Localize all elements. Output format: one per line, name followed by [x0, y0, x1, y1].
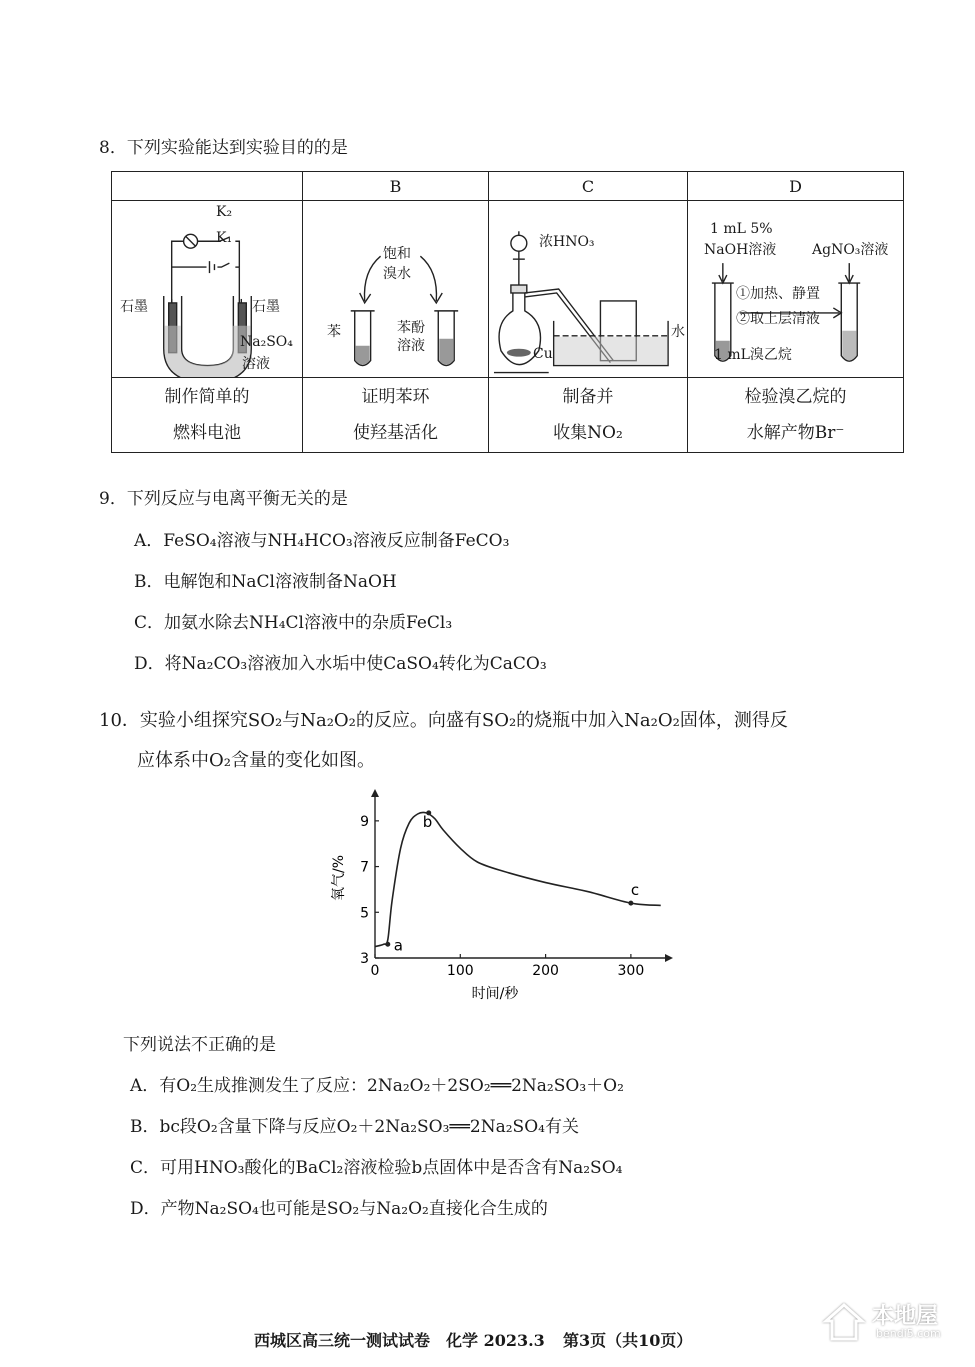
- no2-apparatus-diagram: [489, 201, 687, 377]
- house-logo-icon: [820, 1297, 868, 1345]
- q9-option-c: C．加氨水除去NH₄Cl溶液中的杂质FeCl₃: [134, 613, 453, 633]
- nitric-acid-label: 浓HNO₃: [539, 234, 595, 250]
- watermark-url: bendi5.com: [876, 1327, 941, 1340]
- q10-option-c: C．可用HNO₃酸化的BaCl₂溶液检验b点固体中是否含有Na₂SO₄: [130, 1158, 623, 1178]
- point-c: [628, 901, 633, 906]
- q10-option-b: B．bc段O₂含量下降与反应O₂＋2Na₂SO₃══2Na₂SO₄有关: [130, 1117, 579, 1137]
- cell-c-diagram: [489, 201, 688, 378]
- point-label-c: c: [630, 881, 640, 900]
- watermark: [820, 1297, 970, 1347]
- u-tube-diagram: [112, 201, 302, 377]
- solution-label: 溶液: [242, 356, 270, 372]
- q8-stem: 8．下列实验能达到实验目的的是: [99, 138, 348, 158]
- y-tick-label: 5: [360, 905, 369, 922]
- q9-stem: 9．下列反应与电离平衡无关的是: [99, 489, 348, 509]
- q9-option-d: D．将Na₂CO₃溶液加入水垢中使CaSO₄转化为CaCO₃: [134, 654, 547, 674]
- experiment-table: [111, 171, 904, 453]
- q10-option-d: D．产物Na₂SO₄也可能是SO₂与Na₂O₂直接化合生成的: [130, 1199, 548, 1219]
- y-tick-label: 9: [360, 813, 369, 830]
- na2so4-label: Na₂SO₄: [240, 334, 293, 350]
- bromine-water-label: 溴水: [383, 266, 411, 282]
- step1-label: ①加热、静置: [736, 286, 820, 302]
- header-b: B: [303, 172, 489, 201]
- y-axis-label: 氧气/%: [331, 854, 347, 902]
- bromine-water-diagram: [303, 201, 488, 377]
- benzene-label: 苯: [327, 324, 341, 340]
- caption-d: 检验溴乙烷的 水解产物Br⁻: [688, 378, 904, 453]
- bromoethane-label: 1 mL溴乙烷: [714, 347, 792, 363]
- y-tick-label: 7: [360, 859, 369, 876]
- q10-stem-line2: 应体系中O₂含量的变化如图。: [137, 750, 375, 771]
- header-d: D: [688, 172, 904, 201]
- naoh-volume-label: 1 mL 5%: [710, 221, 773, 237]
- graphite-right-label: 石墨: [252, 299, 280, 315]
- phenol-label: 苯酚: [397, 320, 425, 336]
- chart-svg: [325, 785, 685, 1015]
- oxygen-content-chart: [325, 785, 685, 1015]
- point-a: [385, 942, 390, 947]
- q10-prompt: 下列说法不正确的是: [123, 1035, 276, 1055]
- step2-label: ②取上层清液: [736, 311, 820, 327]
- q9-option-a: A．FeSO₄溶液与NH₄HCO₃溶液反应制备FeCO₃: [134, 531, 510, 551]
- k1-label: K₁: [216, 230, 233, 246]
- q9-option-b: B．电解饱和NaCl溶液制备NaOH: [134, 572, 397, 592]
- caption-a: 制作简单的 燃料电池: [112, 378, 303, 453]
- water-label: 水: [671, 324, 685, 340]
- x-axis-arrow: [665, 954, 673, 962]
- agno3-label: AgNO₃溶液: [812, 242, 889, 258]
- copper-label: Cu: [533, 346, 553, 362]
- q10-option-a: A．有O₂生成推测发生了反应：2Na₂O₂＋2SO₂══2Na₂SO₃＋O₂: [130, 1076, 624, 1096]
- graphite-left-label: 石墨: [120, 299, 148, 315]
- naoh-solution-label: NaOH溶液: [704, 242, 777, 258]
- x-tick-label: 200: [532, 963, 559, 979]
- caption-b: 证明苯环 使羟基活化: [303, 378, 489, 453]
- cell-d-diagram: [688, 201, 904, 378]
- y-tick-label: 3: [360, 951, 369, 967]
- point-label-a: a: [393, 936, 403, 955]
- x-tick-label: 0: [370, 963, 380, 979]
- footer-page: 第3页（共10页）: [563, 1331, 693, 1350]
- cell-b-diagram: [303, 201, 489, 378]
- x-tick-label: 100: [446, 963, 474, 979]
- header-c: C: [489, 172, 688, 201]
- phenol-solution-label: 溶液: [397, 338, 425, 354]
- saturated-label: 饱和: [383, 246, 411, 262]
- x-axis-label: 时间/秒: [471, 986, 519, 1002]
- q10-stem-line1: 10．实验小组探究SO₂与Na₂O₂的反应。向盛有SO₂的烧瓶中加入Na₂O₂固体，测得反: [99, 710, 788, 731]
- caption-c: 制备并 收集NO₂: [489, 378, 688, 453]
- oxygen-curve: [375, 812, 661, 946]
- footer-title: 西城区高三统一测试试卷 化学 2023.3: [254, 1331, 545, 1350]
- k2-label: K₂: [216, 204, 233, 220]
- watermark-name: 本地屋: [872, 1304, 939, 1329]
- x-tick-label: 300: [617, 963, 645, 979]
- cell-a-diagram: [112, 201, 303, 378]
- y-axis-arrow: [371, 789, 379, 797]
- header-a: [112, 172, 303, 201]
- point-label-b: b: [422, 812, 433, 831]
